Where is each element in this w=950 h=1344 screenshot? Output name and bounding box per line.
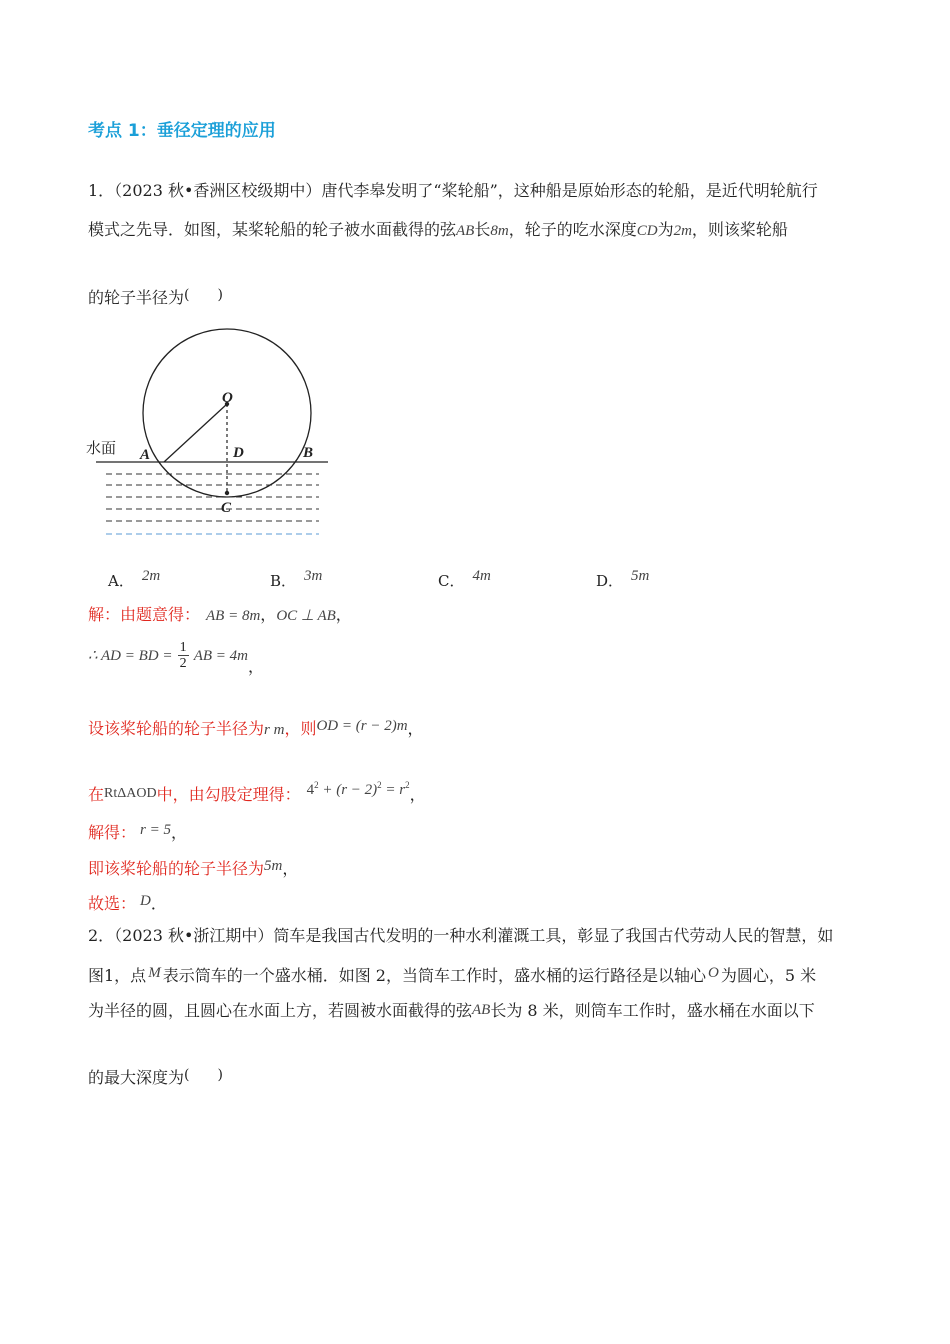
- section-heading: 考点 1：垂径定理的应用: [88, 121, 276, 141]
- option-c[interactable]: C． 4m: [438, 568, 491, 590]
- water-label: 水面: [86, 439, 117, 457]
- fraction-one-half: $\frac{1}{2}$: [179, 640, 187, 671]
- q2-line-1: 2．（2023 秋•浙江期中）筒车是我国古代发明的一种水利灌溉工具，彰显了我国古代劳动人民的智慧，如: [88, 926, 834, 945]
- q1-line-2: 模式之先导．如图，某桨轮船的轮子被水面截得的弦AB长8m，轮子的吃水深度CD为2m，则该桨轮船: [88, 220, 788, 239]
- label-O: O: [222, 390, 233, 406]
- q1-line-1: 1．（2023 秋•香洲区校级期中）唐代李皋发明了“桨轮船”，这种船是原始形态的轮船，是近代明轮航行: [88, 181, 818, 200]
- q1-line-3: 的轮子半径为( ): [88, 287, 223, 307]
- q2-line-2: 图1，点 M 表示筒车的一个盛水桶．如图 2，当筒车工作时，盛水桶的运行路径是以轴心 O 为圆心，5 米: [88, 965, 817, 985]
- point-C-dot: [225, 491, 229, 495]
- label-B: B: [303, 445, 314, 461]
- q2-line-4: 的最大深度为( ): [88, 1067, 223, 1087]
- option-d[interactable]: D． 5m: [596, 568, 650, 590]
- solution-line-7: 故选： D．: [88, 893, 167, 913]
- option-b[interactable]: B． 3m: [270, 568, 323, 590]
- solution-line-5: 解得： r = 5，: [88, 822, 187, 842]
- label-A: A: [140, 447, 151, 463]
- solution-line-2: ∴ AD = BD = $\frac{1}{2}$ AB = 4m，: [88, 640, 264, 676]
- wheel-figure: [84, 318, 334, 543]
- label-D: D: [233, 445, 244, 461]
- solution-line-1: 解：由题意得： AB = 8m，OC ⊥ AB，: [88, 605, 352, 624]
- solution-line-4: 在RtΔAOD中，由勾股定理得： $4^2 + (r - 2)^2 = r^2$，: [88, 780, 426, 804]
- option-a[interactable]: A． 2m: [108, 568, 161, 590]
- q2-line-3: 为半径的圆，且圆心在水面上方，若圆被水面截得的弦AB长为 8 米，则筒车工作时，盛水桶在水面以下: [88, 1001, 815, 1020]
- radius-OA: [164, 404, 227, 462]
- water-dashes: [106, 474, 319, 521]
- solution-line-6: 即该桨轮船的轮子半径为5m，: [88, 858, 299, 878]
- label-C: C: [221, 500, 232, 516]
- solution-line-3: 设该桨轮船的轮子半径为r m，则OD = (r − 2)m，: [88, 718, 424, 738]
